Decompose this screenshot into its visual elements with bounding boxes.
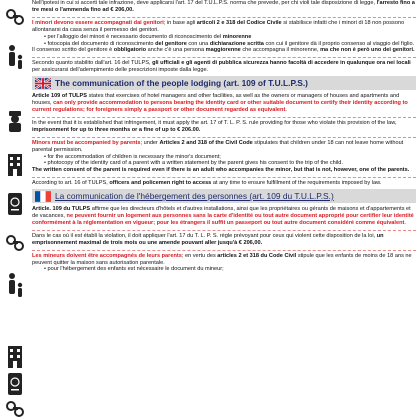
text: con cui il genitore dà il proprio consenso al viaggio del figlio.: [263, 40, 415, 47]
text-bold: minorenne: [222, 33, 252, 40]
bullet-item: • pour l'hébergement des enfants est nécessaire le document du mineur;: [44, 266, 224, 273]
consent-paragraph: [32, 167, 416, 174]
civil-code-articles: articles 2 et 318 du Code Civil: [217, 252, 297, 259]
text: fotocopia del documento di riconoscimento: [47, 40, 156, 47]
article-109-paragraph: [32, 206, 416, 227]
divider: [32, 177, 416, 178]
english-section: [32, 93, 416, 187]
text-bold: dichiarazione scritta: [209, 40, 264, 47]
text: According to art. 16 of TULPS,: [32, 180, 110, 187]
hotel-building-icon: [6, 344, 24, 368]
text: stipule que les enfants de moins de 18 ans ne peuvent quitter la maison sans autorisation parentale.: [32, 252, 412, 266]
minors-heading: Les mineurs doivent être accompagnés de leurs parents: [32, 252, 182, 259]
document-body: [32, 0, 416, 273]
police-access-paragraph: [32, 60, 416, 74]
text: states that exercises of hotel managers and other facilities, as well as the owners or managers of houses and apartments and houses,: [32, 93, 400, 107]
article-109-paragraph: [32, 93, 416, 114]
passport-icon: [6, 192, 24, 216]
highlight-text: can only provide accommodation to persons bearing the identity card or other suitable document to certify their identity according to current regulations; for foreigners simply a passport or other document regarded as equivalent: [32, 100, 408, 113]
civil-code-articles: articoli 2 e 318 del Codice Civile: [196, 19, 282, 26]
section-header-english: [32, 76, 416, 90]
text-bold: obbligatorio: [113, 47, 147, 54]
minors-paragraph: [32, 140, 416, 154]
bullet-item: • fotocopia del documento di riconoscimento del genitore con una dichiarazione scritta con cui il genitore dà il proprio consenso al viaggio del figlio.: [44, 40, 415, 47]
text: stipulates that children under 18 can not leave home without parental permission.: [32, 139, 404, 153]
text: .: [404, 219, 406, 226]
section-title: La communication de l'hébergement des personnes (art. 109 du T.U.L.P.S.): [55, 191, 334, 202]
text-bold: The written consent of the parent is required even if: [32, 167, 172, 174]
bullet-item: • per l'alloggio dei minori è necessario documento di riconoscimento del minorenne: [44, 33, 252, 40]
uk-flag-icon: [35, 78, 51, 89]
handcuffs-icon: [6, 6, 24, 28]
hotel-building-icon: [6, 152, 24, 176]
consent-paragraph: [32, 47, 416, 54]
text: .: [285, 106, 287, 113]
text-bold: officers and policemen right to access: [109, 180, 212, 187]
bullet-item: • for the accommodation of children is necessary the minor's document;: [44, 153, 221, 160]
minors-heading: Minors must be accompanied by parents: [32, 139, 141, 146]
text-bold: ma che non è però uno dei genitori.: [320, 47, 415, 54]
france-flag-icon: [35, 191, 51, 202]
italian-section: [32, 0, 416, 74]
text: per l'alloggio dei minori è necessario documento di riconoscimento del: [47, 33, 223, 40]
text: photocopy of the identity card of a parent with a written statement by the parent gives his consent to the trip of the child.: [47, 160, 343, 167]
text-bold: there is an adult who accompanies the minor, but that is not, however, one of the parents.: [171, 167, 410, 174]
text: per assicurarsi dell'adempimento delle prescrizioni imposte dalla legge.: [32, 67, 209, 74]
civil-code-articles: Articles 2 and 318 of the Civil Code: [159, 139, 253, 146]
text: pour l'hébergement des enfants est nécessaire le document du mineur;: [47, 266, 224, 273]
text: Nell'ipotesi in cui si accerti tale infrazione, deve applicarsi l'art. 17 del T.U.L.P.S. norma che prevede, per chi violi tale disposizione di legge,: [32, 0, 377, 6]
french-section: [32, 206, 416, 273]
divider: [32, 137, 416, 138]
penalty-paragraph: [32, 0, 416, 14]
text: Secondo quanto stabilito dall'art. 16 del TULPS,: [32, 60, 153, 67]
text: si stabilisce infatti che i minori di 18 non possono allontanarsi da casa senza il permesso dei genitori.: [32, 19, 405, 33]
text: che accompagna il minorenne,: [240, 47, 321, 54]
divider: [32, 117, 416, 118]
handcuffs-icon: [6, 398, 24, 420]
divider: [32, 250, 416, 251]
minors-paragraph: [32, 20, 416, 34]
highlight-text: ne peuvent fournir un logement aux personnes sans la carte d'identité ou tout autre document approprié pour certifier leur identité conformément à la réglementation en vigueur; pour les étrangers il suffit un passeport ou tout autre document considéré comme équivalent: [32, 213, 414, 226]
minors-heading: I minori devono essere accompagnati dai genitori: [32, 19, 164, 26]
passport-icon: [6, 372, 24, 396]
minors-paragraph: [32, 253, 416, 267]
divider: [32, 230, 416, 231]
text-bold: maggiorenne: [205, 47, 241, 54]
divider: [32, 57, 416, 58]
icon-gutter: [0, 0, 30, 420]
parent-child-icon: [6, 44, 24, 74]
text: for the accommodation of children is necessary the minor's document;: [47, 153, 221, 160]
penalty-paragraph: [32, 233, 416, 247]
handcuffs-icon: [6, 232, 24, 254]
penalty-paragraph: [32, 120, 416, 134]
text-bold: Article 109 of TULPS: [32, 93, 88, 100]
police-access-paragraph: [32, 180, 416, 187]
text: ; under: [140, 139, 160, 146]
parent-child-icon: [6, 272, 24, 302]
text: anche c'è una persona: [146, 47, 206, 54]
text: ; en vertu des: [181, 252, 218, 259]
penalty-text: un emprisonnement maximal de trois mois ou une amende pouvant aller jusqu'à € 206,00.: [32, 232, 384, 246]
police-officer-icon: [6, 110, 24, 132]
text: affirme que les directeurs d'hôtels et d'autres installations, ainsi que les propriétaires ou gérants de maisons et d'appartements et de vacances,: [32, 206, 411, 220]
text: Il consenso scritto del genitore è: [32, 47, 114, 54]
bullet-item: • photocopy of the identity card of a parent with a written statement by the parent gives his consent to the trip of the child.: [44, 160, 343, 167]
section-header-french: [32, 189, 416, 203]
divider: [32, 17, 416, 18]
text: Dans le cas où il est établi la violation, il doit appliquer l'art. 17 du T. L. P. S. règle prévoyant pour ceux qui violent cette disposition de la loi,: [32, 232, 377, 239]
text-bold: gli ufficiali e gli agenti di pubblica sicurezza hanno facoltà di accedere in qualunque ora nei locali: [152, 60, 411, 67]
penalty-text: imprisonment for up to three months or a fine of up to € 206.00.: [32, 126, 201, 133]
text: con una: [186, 40, 210, 47]
penalty-text: l'arresto fino a tre mesi o l'ammenda fino ad € 206,00.: [32, 0, 415, 13]
text: In the event that it is established that infringement, it must apply the art. 17 of T. L. P. S. rule providing for those who violate this provision of the law,: [32, 119, 397, 126]
text: at any time to ensure fulfillment of the requirements imposed by law.: [211, 180, 382, 187]
text-bold: del genitore: [155, 40, 187, 47]
text: ; in base agli: [163, 19, 197, 26]
text-bold: Article. 109 du TULPS: [32, 206, 91, 213]
section-title: The communication of the people lodging (art. 109 of T.U.L.P.S.): [55, 78, 308, 89]
